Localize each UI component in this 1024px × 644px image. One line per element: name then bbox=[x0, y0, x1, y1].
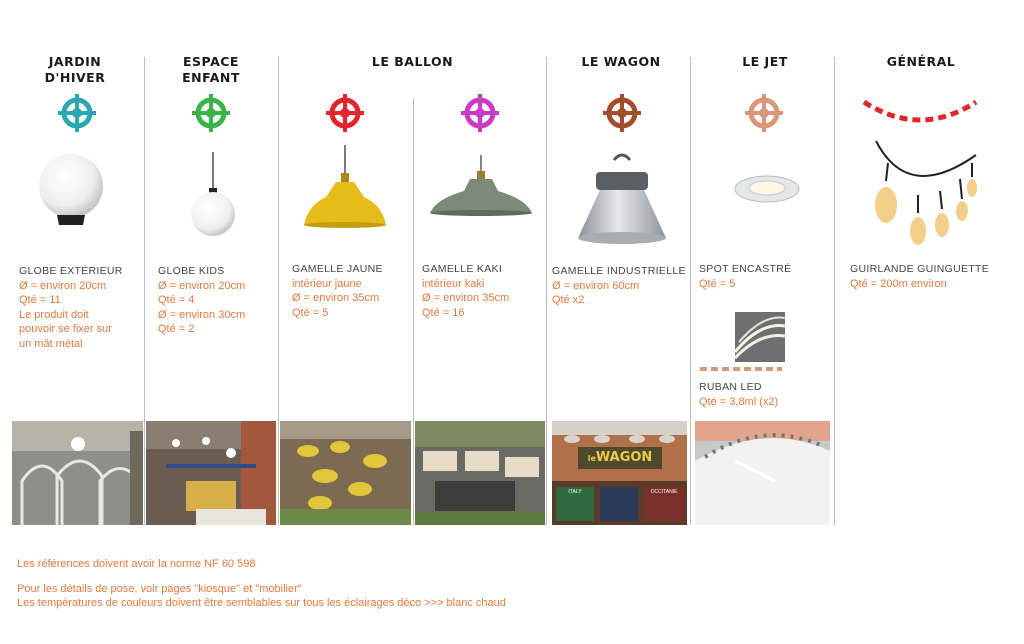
spec-gamelle-kaki: GAMELLE KAKI intérieur kaki Ø = environ 35cm Qté = 16 bbox=[422, 263, 510, 319]
note-norme: Les références doivent avoir la norme NF 60 598 bbox=[17, 558, 256, 570]
spot-encastre-image bbox=[733, 173, 801, 205]
spec-gamelle-industrielle: GAMELLE INDUSTRIELLE Ø = environ 60cm Qté x2 bbox=[552, 265, 686, 306]
target-icon-ballon-red bbox=[325, 93, 365, 133]
column-divider bbox=[690, 57, 691, 525]
spec-globe-kids: GLOBE KIDS Ø = environ 20cm Qté = 4 Ø = environ 30cm Qté = 2 bbox=[158, 265, 246, 335]
spec-spot-encastre: SPOT ENCASTRÉ Qté = 5 bbox=[699, 263, 792, 290]
header-general: GÉNÉRAL bbox=[886, 54, 956, 69]
guirlande-arc-marker bbox=[860, 96, 980, 126]
column-divider bbox=[144, 57, 145, 525]
guirlande-guinguette-image bbox=[868, 133, 983, 253]
wagon-sign-prefix: le bbox=[587, 454, 596, 463]
header-espace-enfant: ESPACE ENFANT bbox=[182, 54, 240, 85]
gamelle-industrielle-image bbox=[572, 150, 672, 250]
header-jardin-hiver: JARDIN D'HIVER bbox=[44, 54, 106, 85]
note-temperatures: Les températures de couleurs doivent être semblables sur tous les éclairages déco >>> blanc chaud bbox=[17, 597, 506, 609]
header-le-ballon: LE BALLON bbox=[371, 54, 454, 69]
note-details-pose: Pour les détails de pose, voir pages "kiosque" et "mobilier" bbox=[17, 583, 302, 595]
target-icon-wagon bbox=[602, 93, 642, 133]
column-divider bbox=[546, 57, 547, 525]
spec-ruban-led: RUBAN LED Qté = 3,8ml (x2) bbox=[699, 381, 779, 408]
target-icon-jet bbox=[744, 93, 784, 133]
photo-le-ballon-2 bbox=[415, 421, 545, 525]
target-icon-ballon-magenta bbox=[460, 93, 500, 133]
target-icon-jardin bbox=[57, 93, 97, 133]
spec-globe-exterieur: GLOBE EXTÉRIEUR Ø = environ 20cm Qté = 11 Le produit doit pouvoir se fixer sur un mât métal bbox=[19, 265, 123, 350]
column-divider bbox=[413, 98, 414, 525]
header-le-wagon: LE WAGON bbox=[581, 54, 661, 69]
photo-le-wagon bbox=[552, 421, 687, 525]
photo-le-ballon-1 bbox=[280, 421, 411, 525]
wagon-shop-label-1: ITALY bbox=[568, 489, 582, 495]
wagon-sign-text bbox=[578, 448, 662, 469]
globe-kids-image bbox=[188, 152, 238, 240]
gamelle-kaki-image bbox=[426, 155, 536, 220]
spec-gamelle-jaune: GAMELLE JAUNE intérieur jaune Ø = environ 35cm Qté = 5 bbox=[292, 263, 383, 319]
globe-exterieur-image bbox=[35, 153, 107, 231]
target-icon-enfant bbox=[191, 93, 231, 133]
ruban-led-marker bbox=[700, 366, 782, 372]
header-le-jet: LE JET bbox=[742, 54, 788, 69]
column-divider bbox=[278, 57, 279, 525]
photo-espace-enfant bbox=[146, 421, 276, 525]
wagon-sign-label: WAGON bbox=[595, 450, 653, 465]
gamelle-jaune-image bbox=[300, 145, 390, 230]
spec-guirlande: GUIRLANDE GUINGUETTE Qté = 200m environ bbox=[850, 263, 990, 290]
wagon-shop-label-2: OCCITANIE bbox=[650, 489, 678, 495]
ruban-led-image bbox=[735, 312, 785, 362]
column-divider bbox=[834, 57, 835, 525]
photo-jardin-hiver bbox=[12, 421, 143, 525]
photo-le-jet bbox=[695, 421, 830, 525]
